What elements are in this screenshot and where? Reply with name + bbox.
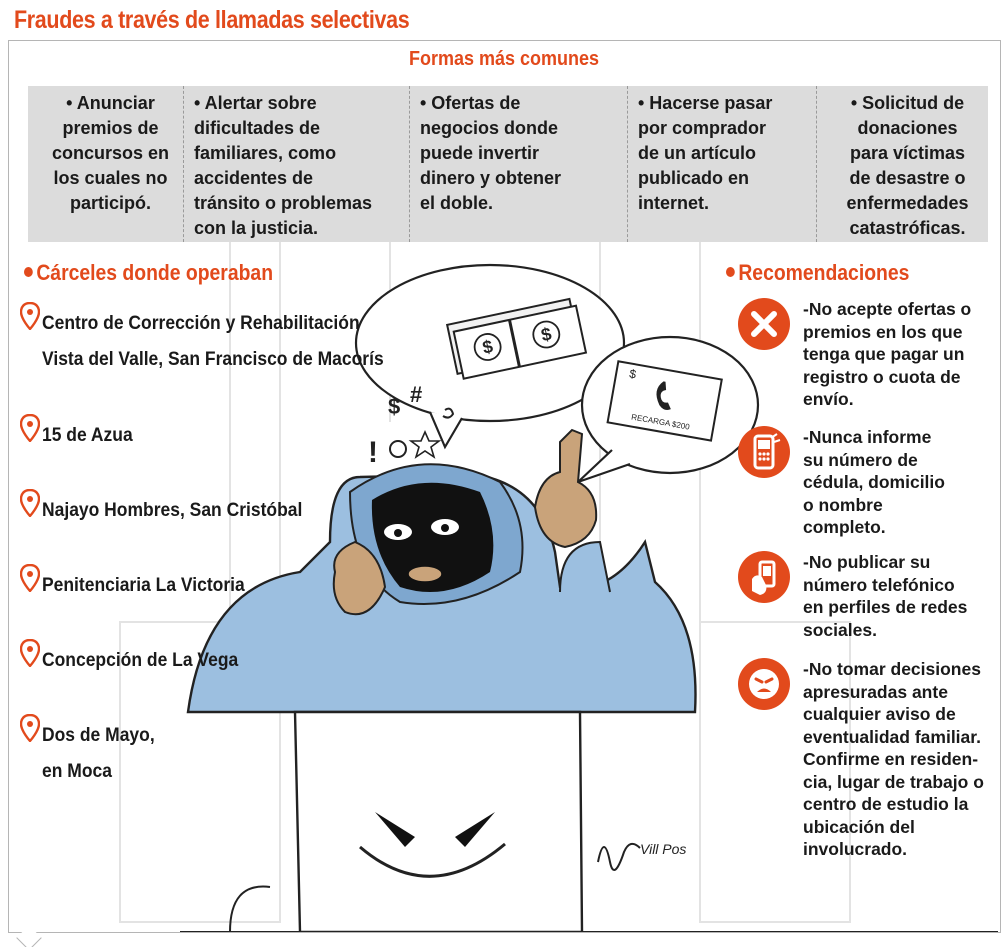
prison-name: Centro de Corrección y Rehabilitación Vista del Valle, San Francisco de Macorís bbox=[42, 313, 384, 370]
prison-list-item bbox=[20, 493, 325, 529]
prison-name: 15 de Azua bbox=[42, 425, 133, 446]
method-item: • Alertar sobre dificultades de familiares, como accidentes de tránsito o problemas con la justicia. bbox=[183, 86, 409, 242]
recommendation-text: -No tomar decisiones apresuradas ante cualquier aviso de eventualidad familiar. Confirme en residen- cia, lugar de trabajo o centro de estudio la ubicación del involucrado. bbox=[803, 659, 984, 859]
angry-face-icon bbox=[738, 658, 790, 710]
prison-list-item bbox=[20, 718, 164, 790]
prison-list-item bbox=[20, 306, 413, 378]
location-pin-icon bbox=[20, 414, 40, 442]
recommendation-text: -No publicar su número telefónico en perfiles de redes sociales. bbox=[803, 552, 968, 640]
location-pin-icon bbox=[20, 564, 40, 592]
page-title: Fraudes a través de llamadas selectivas bbox=[14, 6, 410, 34]
svg-text:$: $ bbox=[628, 366, 638, 382]
location-pin-icon bbox=[20, 302, 40, 330]
location-pin-icon bbox=[20, 489, 40, 517]
recommendation-item bbox=[738, 658, 1008, 861]
prison-name: Najayo Hombres, San Cristóbal bbox=[42, 500, 303, 521]
method-item: • Hacerse pasar por comprador de un artículo publicado en internet. bbox=[627, 86, 816, 242]
prison-list-item bbox=[20, 418, 141, 454]
recommendation-text: -Nunca informe su número de cédula, domicilio o nombre completo. bbox=[803, 427, 945, 537]
x-mark-icon bbox=[738, 298, 790, 350]
hand-phone-icon bbox=[738, 551, 790, 603]
recommendation-item bbox=[738, 551, 1008, 641]
location-pin-icon bbox=[20, 639, 40, 667]
method-item: • Solicitud de donaciones para víctimas de desastre o enfermedades catastróficas. bbox=[816, 86, 988, 242]
svg-text:$: $ bbox=[480, 336, 495, 358]
prison-list-item bbox=[20, 568, 262, 604]
bullet-dot bbox=[726, 267, 735, 277]
svg-text:Vill Pos: Vill Pos bbox=[640, 841, 687, 857]
prisons-heading: Cárceles donde operaban bbox=[24, 260, 273, 286]
method-item: • Ofertas de negocios donde puede invertir dinero y obtener el doble. bbox=[409, 86, 627, 242]
artist-signature bbox=[598, 841, 686, 870]
svg-text:!: ! bbox=[368, 436, 378, 469]
svg-text:RECARGA $200: RECARGA $200 bbox=[630, 412, 691, 432]
recommendations-heading: Recomendaciones bbox=[726, 260, 909, 286]
prison-name: Penitenciaria La Victoria bbox=[42, 575, 245, 596]
phone-card-speech-bubble bbox=[578, 337, 758, 482]
recommendation-text: -No acepte ofertas o premios en los que tenga que pagar un registro o cuota de envío. bbox=[803, 299, 972, 409]
prison-name: Concepción de La Vega bbox=[42, 650, 239, 671]
svg-text:$: $ bbox=[388, 394, 401, 419]
svg-text:#: # bbox=[410, 382, 423, 407]
method-item: • Anunciar premios de concursos en los cuales no participó. bbox=[51, 93, 170, 213]
title-rule bbox=[470, 40, 1000, 41]
prison-name: Dos de Mayo, en Moca bbox=[42, 725, 155, 782]
hooded-figure bbox=[188, 430, 696, 712]
location-pin-icon bbox=[20, 714, 40, 742]
section-subtitle: Formas más comunes bbox=[408, 48, 600, 70]
svg-text:$: $ bbox=[539, 323, 554, 346]
recommendation-item bbox=[738, 298, 1008, 411]
cellphone-icon bbox=[738, 426, 790, 478]
common-methods-panel bbox=[28, 86, 988, 242]
prison-list-item bbox=[20, 643, 255, 679]
bullet-dot bbox=[24, 267, 33, 277]
recommendation-item bbox=[738, 426, 1008, 539]
